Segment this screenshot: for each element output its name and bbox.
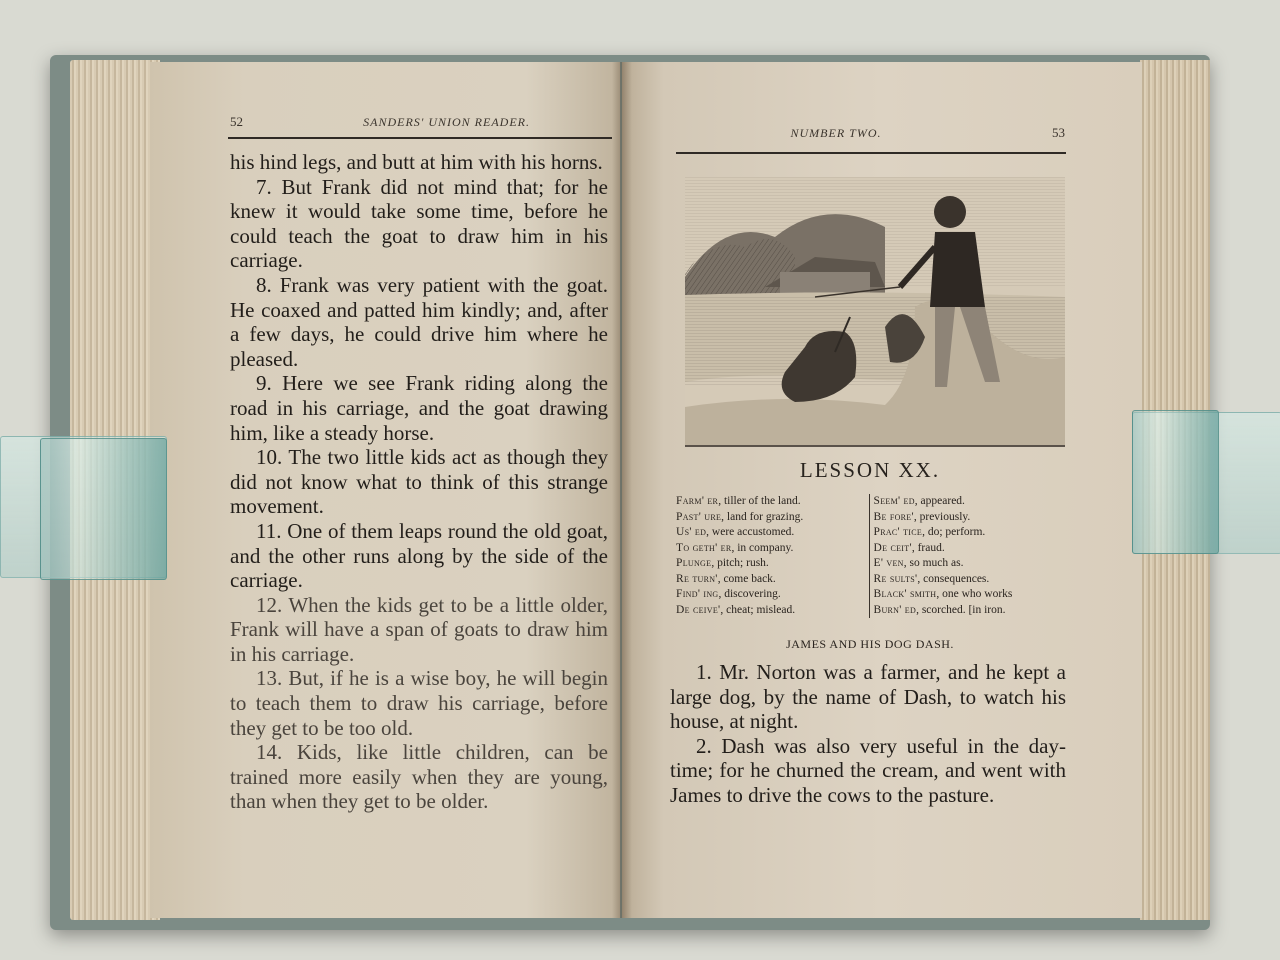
vocabulary-word: Prac' tice <box>873 526 923 538</box>
boy-dog-water-icon <box>685 177 1065 445</box>
lesson-title: LESSON XX. <box>799 458 941 482</box>
right-body-text <box>670 660 1066 808</box>
vocabulary-word: Seem' ed <box>873 495 915 507</box>
right-running-title: NUMBER TWO. <box>790 126 882 140</box>
left-paragraph: 13. But, if he is a wise boy, he will begin to teach them to draw his carriage, before they get to be too old. <box>230 666 608 740</box>
vocabulary-word: Plunge <box>676 557 712 569</box>
glass-weight-left <box>40 438 167 580</box>
left-paragraph: his hind legs, and butt at him with his horns. <box>230 150 603 174</box>
vocabulary-entry <box>676 494 865 510</box>
vocabulary-word: Black' smith <box>873 588 937 600</box>
left-paragraph: 12. When the kids get to be a little older, Frank will have a span of goats to draw him in his carriage. <box>230 592 608 666</box>
left-running-head <box>230 114 610 130</box>
vocabulary-word: Be fore' <box>873 510 914 523</box>
glass-weight-right <box>1132 410 1219 554</box>
vocabulary-entry <box>676 587 865 603</box>
vocabulary-gloss: , were accustomed. <box>706 526 795 538</box>
left-paragraph: 7. But Frank did not mind that; for he knew it would take some time, before he could teach the goat to draw him in his carriage. <box>230 174 608 273</box>
vocabulary-gloss: , fraud. <box>911 541 945 554</box>
vocabulary-word: De ceive' <box>676 603 721 616</box>
vocabulary-entry <box>676 541 865 557</box>
vocabulary-entry <box>874 510 1063 526</box>
right-running-head <box>680 125 1065 141</box>
vocabulary-word: Us' ed <box>676 526 707 538</box>
vocabulary-word: De ceit' <box>873 541 912 554</box>
vocabulary-word: Burn' ed <box>873 603 917 616</box>
engraving-illustration <box>685 177 1065 447</box>
vocabulary-gloss: , come back. <box>717 572 776 585</box>
left-paragraph: 10. The two little kids act as though they did not know what to think of this strange movement. <box>230 445 608 519</box>
left-paragraph: 11. One of them leaps round the old goat, and the other runs along by the side of the carriage. <box>230 518 608 593</box>
vocabulary-gloss: , do; perform. <box>922 526 986 538</box>
right-paragraph: 1. Mr. Norton was a farmer, and he kept a large dog, by the name of Dash, to watch his house, at night. <box>670 660 1066 734</box>
vocabulary-entry <box>874 494 1063 510</box>
vocabulary-gloss: , discovering. <box>718 588 781 600</box>
vocabulary-entry <box>874 541 1063 557</box>
left-body-text <box>230 150 608 814</box>
vocabulary-gloss: , land for grazing. <box>721 510 804 523</box>
left-paragraph: 8. Frank was very patient with the goat. He coaxed and patted him kindly; and, after a few days, he could drive him where he pleased. <box>230 272 608 371</box>
vocabulary-entry <box>874 603 1063 619</box>
vocabulary-gloss: , tiller of the land. <box>718 495 801 507</box>
vocabulary-word: Re turn' <box>676 572 718 585</box>
vocabulary-gloss: , cheat; mislead. <box>720 603 796 616</box>
vocabulary-column-right <box>870 494 1067 618</box>
vocabulary-entry <box>676 525 865 541</box>
vocabulary-column-left <box>672 494 870 618</box>
vocabulary-word: Find' ing <box>676 588 719 600</box>
vocabulary-word: Re sults' <box>873 572 918 585</box>
vocabulary-entry <box>676 510 865 526</box>
left-running-title: SANDERS' UNION READER. <box>363 115 530 129</box>
vocabulary-gloss: , appeared. <box>914 495 965 507</box>
vocabulary-gloss: , scorched. [in iron. <box>916 603 1006 616</box>
right-header-rule <box>676 152 1066 154</box>
right-paragraph: 2. Dash was also very useful in the day-time; for he churned the cream, and went with James to drive the cows to the pasture. <box>670 733 1066 807</box>
vocabulary-list <box>672 494 1066 618</box>
vocabulary-gloss: , in company. <box>731 541 794 554</box>
left-paragraph: 14. Kids, like little children, can be trained more easily when they are young, than when they get to be older. <box>230 740 608 814</box>
vocabulary-entry <box>874 572 1063 588</box>
vocabulary-entry <box>874 556 1063 572</box>
vocabulary-entry <box>874 587 1063 603</box>
left-header-rule <box>228 137 612 139</box>
vocabulary-entry <box>676 603 865 619</box>
vocabulary-gloss: , previously. <box>913 510 971 523</box>
vocabulary-entry <box>874 525 1063 541</box>
vocabulary-word: Past' ure <box>676 510 722 523</box>
vocabulary-word: Farm' er <box>676 495 719 507</box>
left-page-number: 52 <box>230 114 243 129</box>
right-page-number: 53 <box>1052 125 1065 140</box>
book-gutter <box>612 62 632 918</box>
vocabulary-entry <box>676 572 865 588</box>
vocabulary-word: To geth' er <box>676 541 732 554</box>
left-paragraph: 9. Here we see Frank riding along the road in his carriage, and the goat drawing him, like a steady horse. <box>230 371 608 445</box>
vocabulary-gloss: , consequences. <box>917 572 990 585</box>
vocabulary-gloss: , pitch; rush. <box>711 557 769 569</box>
vocabulary-gloss: , so much as. <box>903 557 964 569</box>
vocabulary-word: E' ven <box>873 557 904 569</box>
vocabulary-gloss: , one who works <box>936 588 1013 600</box>
vocabulary-entry <box>676 556 865 572</box>
story-title: JAMES AND HIS DOG DASH. <box>786 637 954 651</box>
